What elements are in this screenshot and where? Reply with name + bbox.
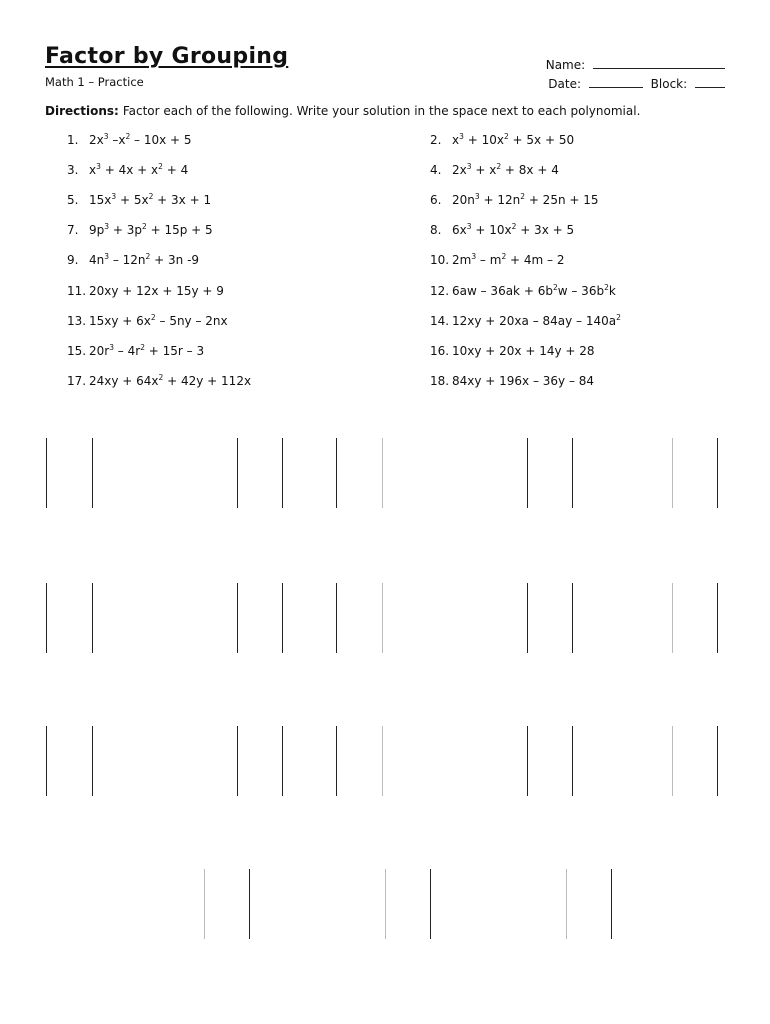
problem-expression: 84xy + 196x – 36y – 84	[452, 373, 595, 388]
problem-expression: $9p^3 + 3p^2 + 15p + 5$	[89, 222, 213, 238]
problem-item	[67, 344, 204, 358]
problem-number: 17.	[67, 373, 87, 388]
vertical-rule	[336, 583, 337, 653]
problem-number: 10.	[430, 253, 450, 268]
problem-item	[430, 314, 621, 328]
worksheet-subtitle: Math 1 – Practice	[45, 75, 144, 89]
directions-text: Factor each of the following. Write your solution in the space next to each polynomial.	[122, 104, 641, 118]
problem-number: 8.	[430, 223, 442, 238]
problem-number: 7.	[67, 223, 79, 238]
vertical-rule	[717, 438, 718, 508]
vertical-rule	[527, 583, 528, 653]
problem-number: 11.	[67, 283, 87, 298]
problem-number: 15.	[67, 343, 87, 358]
vertical-rule	[336, 726, 337, 796]
date-blank[interactable]	[589, 75, 643, 88]
date-label: Date:	[548, 77, 582, 91]
vertical-rule	[430, 869, 431, 939]
vertical-rule	[46, 583, 47, 653]
problem-item	[430, 133, 574, 147]
problem-number: 12.	[430, 283, 450, 298]
problem-item	[67, 253, 199, 267]
vertical-rule	[572, 583, 573, 653]
problem-expression: 20xy + 12x + 15y + 9	[89, 283, 224, 298]
problem-item	[67, 374, 251, 388]
problem-expression: $x^3 + 4x + x^2 + 4$	[89, 162, 189, 178]
problem-expression: 10xy + 20x + 14y + 28	[452, 343, 595, 358]
problem-number: 6.	[430, 193, 442, 208]
problem-item	[430, 374, 594, 388]
vertical-rule	[237, 726, 238, 796]
vertical-rule	[527, 726, 528, 796]
vertical-rule	[382, 583, 383, 653]
problem-item	[67, 223, 213, 237]
problem-number: 3.	[67, 163, 79, 178]
vertical-rule	[672, 583, 673, 653]
problem-number: 2.	[430, 133, 442, 147]
name-blank[interactable]	[593, 56, 725, 69]
vertical-rule	[282, 583, 283, 653]
vertical-rule	[385, 869, 386, 939]
vertical-rule	[237, 438, 238, 508]
problem-number: 5.	[67, 193, 79, 208]
problem-item	[67, 314, 228, 328]
vertical-rule	[566, 869, 567, 939]
vertical-rule	[92, 726, 93, 796]
vertical-rule	[249, 869, 250, 939]
problem-number: 14.	[430, 313, 450, 328]
vertical-rule	[611, 869, 612, 939]
problem-expression: $2m^3 - m^2 + 4m - 2$	[452, 252, 565, 268]
problem-item	[67, 193, 211, 207]
vertical-rule	[336, 438, 337, 508]
vertical-rule	[282, 438, 283, 508]
vertical-rule	[92, 438, 93, 508]
problem-item	[430, 253, 565, 267]
vertical-rule	[282, 726, 283, 796]
problem-expression: $2x^3$ $-x^2 - 10x + 5$	[89, 132, 192, 147]
vertical-rule	[382, 438, 383, 508]
worksheet-title: Factor by Grouping	[45, 44, 289, 69]
name-field	[546, 56, 725, 72]
block-blank[interactable]	[695, 75, 725, 88]
problem-expression: $6x^3 + 10x^2 + 3x + 5$	[452, 222, 575, 238]
problem-number: 13.	[67, 313, 87, 328]
vertical-rule	[204, 869, 205, 939]
problem-item	[430, 284, 616, 298]
problem-number: 16.	[430, 343, 450, 358]
problem-expression: $12xy + 20xa - 84ay - 140a^2$	[452, 312, 621, 328]
vertical-rule	[572, 726, 573, 796]
problem-expression: $20r^3 - 4r^2 + 15r - 3$	[89, 342, 205, 358]
problem-item	[430, 344, 595, 358]
problem-expression: $24xy + 64x^2 + 42y + 112x$	[89, 372, 252, 388]
problem-number: 9.	[67, 253, 79, 268]
problem-expression: $20n^3 + 12n^2 + 25n + 15$	[452, 192, 599, 208]
problem-number: 4.	[430, 163, 442, 178]
block-label: Block:	[650, 77, 688, 91]
problem-expression: $2x^3 + x^2 + 8x + 4$	[452, 162, 559, 178]
problem-item	[430, 163, 559, 177]
directions-label: Directions:	[45, 104, 119, 118]
vertical-rule	[717, 726, 718, 796]
problem-number: 18.	[430, 373, 450, 388]
problem-item	[430, 223, 574, 237]
problem-number: 1.	[67, 133, 79, 147]
vertical-rule	[717, 583, 718, 653]
problem-item	[67, 133, 192, 147]
problem-expression: $6aw - 36ak + 6b^2w - 36b^2k$	[452, 282, 616, 298]
vertical-rule	[382, 726, 383, 796]
vertical-rule	[46, 726, 47, 796]
name-label: Name:	[545, 58, 586, 72]
problem-expression: $x^3 + 10x^2 + 5x + 50$	[452, 132, 575, 147]
vertical-rule	[527, 438, 528, 508]
problem-item	[67, 163, 188, 177]
problem-item	[67, 284, 224, 298]
vertical-rule	[237, 583, 238, 653]
directions	[45, 104, 640, 118]
problem-expression: $4n^3 - 12n^2 + 3n$ -9	[89, 252, 200, 268]
problem-expression: $15x^3 + 5x^2 + 3x + 1$	[89, 192, 212, 208]
problem-expression: $15xy + 6x^2 - 5ny - 2nx$	[89, 312, 228, 328]
vertical-rule	[672, 438, 673, 508]
vertical-rule	[46, 438, 47, 508]
vertical-rule	[572, 438, 573, 508]
vertical-rule	[92, 583, 93, 653]
problem-item	[430, 193, 599, 207]
date-block-field	[548, 75, 725, 91]
vertical-rule	[672, 726, 673, 796]
